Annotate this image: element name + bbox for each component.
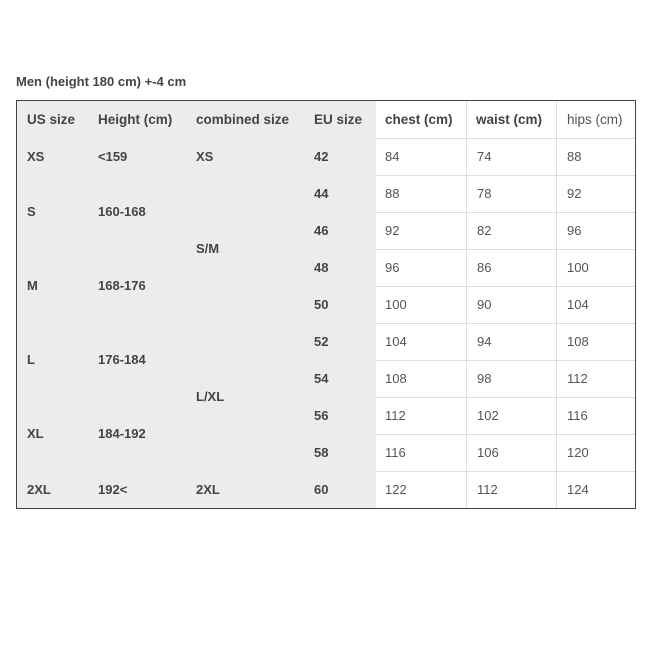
chest-cell: 122 [385,482,407,497]
header-height: Height (cm) [98,112,173,127]
waist-cell: 74 [477,149,492,164]
chest-cell: 92 [385,223,400,238]
waist-cell: 112 [477,482,498,497]
us-size-cell: M [27,278,38,293]
combined-size-cell: 2XL [196,482,220,497]
waist-cell: 78 [477,186,492,201]
eu-size-cell: 44 [314,186,329,201]
chest-cell: 112 [385,408,406,423]
combined-size-cell: XS [196,149,214,164]
header-combined-size: combined size [196,112,290,127]
row-divider [376,286,635,287]
height-cell: 176-184 [98,352,146,367]
height-cell: 168-176 [98,278,146,293]
chest-cell: 88 [385,186,400,201]
us-size-cell: L [27,352,35,367]
height-cell: 184-192 [98,426,146,441]
hips-cell: 104 [567,297,589,312]
combined-size-cell: L/XL [196,389,225,404]
eu-size-cell: 52 [314,334,329,349]
eu-size-cell: 48 [314,260,329,275]
combined-size-cell: S/M [196,241,220,256]
hips-cell: 116 [567,408,588,423]
height-cell: 192< [98,482,128,497]
row-divider [376,434,635,435]
row-divider [376,212,635,213]
row-divider [376,138,635,139]
size-chart-table [16,100,636,509]
row-divider [376,323,635,324]
chest-cell: 84 [385,149,400,164]
header-hips: hips (cm) [567,112,623,127]
height-cell: <159 [98,149,128,164]
hips-cell: 96 [567,223,582,238]
eu-size-cell: 56 [314,408,329,423]
row-divider [376,360,635,361]
eu-size-cell: 50 [314,297,329,312]
header-eu-size: EU size [314,112,363,127]
row-divider [376,249,635,250]
waist-cell: 94 [477,334,492,349]
us-size-cell: XS [27,149,45,164]
hips-cell: 92 [567,186,582,201]
eu-size-cell: 42 [314,149,329,164]
waist-cell: 106 [477,445,499,460]
waist-cell: 98 [477,371,492,386]
chest-cell: 116 [385,445,406,460]
eu-size-cell: 54 [314,371,329,386]
column-divider [556,101,557,508]
row-divider [376,175,635,176]
hips-cell: 124 [567,482,589,497]
header-waist: waist (cm) [476,112,543,127]
waist-cell: 102 [477,408,499,423]
us-size-cell: 2XL [27,482,51,497]
header-chest: chest (cm) [385,112,453,127]
hips-cell: 120 [567,445,589,460]
hips-cell: 108 [567,334,589,349]
us-size-cell: XL [27,426,44,441]
eu-size-cell: 58 [314,445,329,460]
chest-cell: 108 [385,371,407,386]
height-cell: 160-168 [98,204,146,219]
chest-cell: 104 [385,334,407,349]
column-divider [466,101,467,508]
row-divider [376,471,635,472]
waist-cell: 86 [477,260,492,275]
waist-cell: 90 [477,297,492,312]
header-us-size: US size [27,112,76,127]
waist-cell: 82 [477,223,492,238]
us-size-cell: S [27,204,36,219]
hips-cell: 112 [567,371,588,386]
hips-cell: 88 [567,149,582,164]
table-title: Men (height 180 cm) +-4 cm [16,74,187,89]
eu-size-cell: 60 [314,482,329,497]
chest-cell: 100 [385,297,407,312]
eu-size-cell: 46 [314,223,329,238]
hips-cell: 100 [567,260,589,275]
row-divider [376,397,635,398]
chest-cell: 96 [385,260,400,275]
